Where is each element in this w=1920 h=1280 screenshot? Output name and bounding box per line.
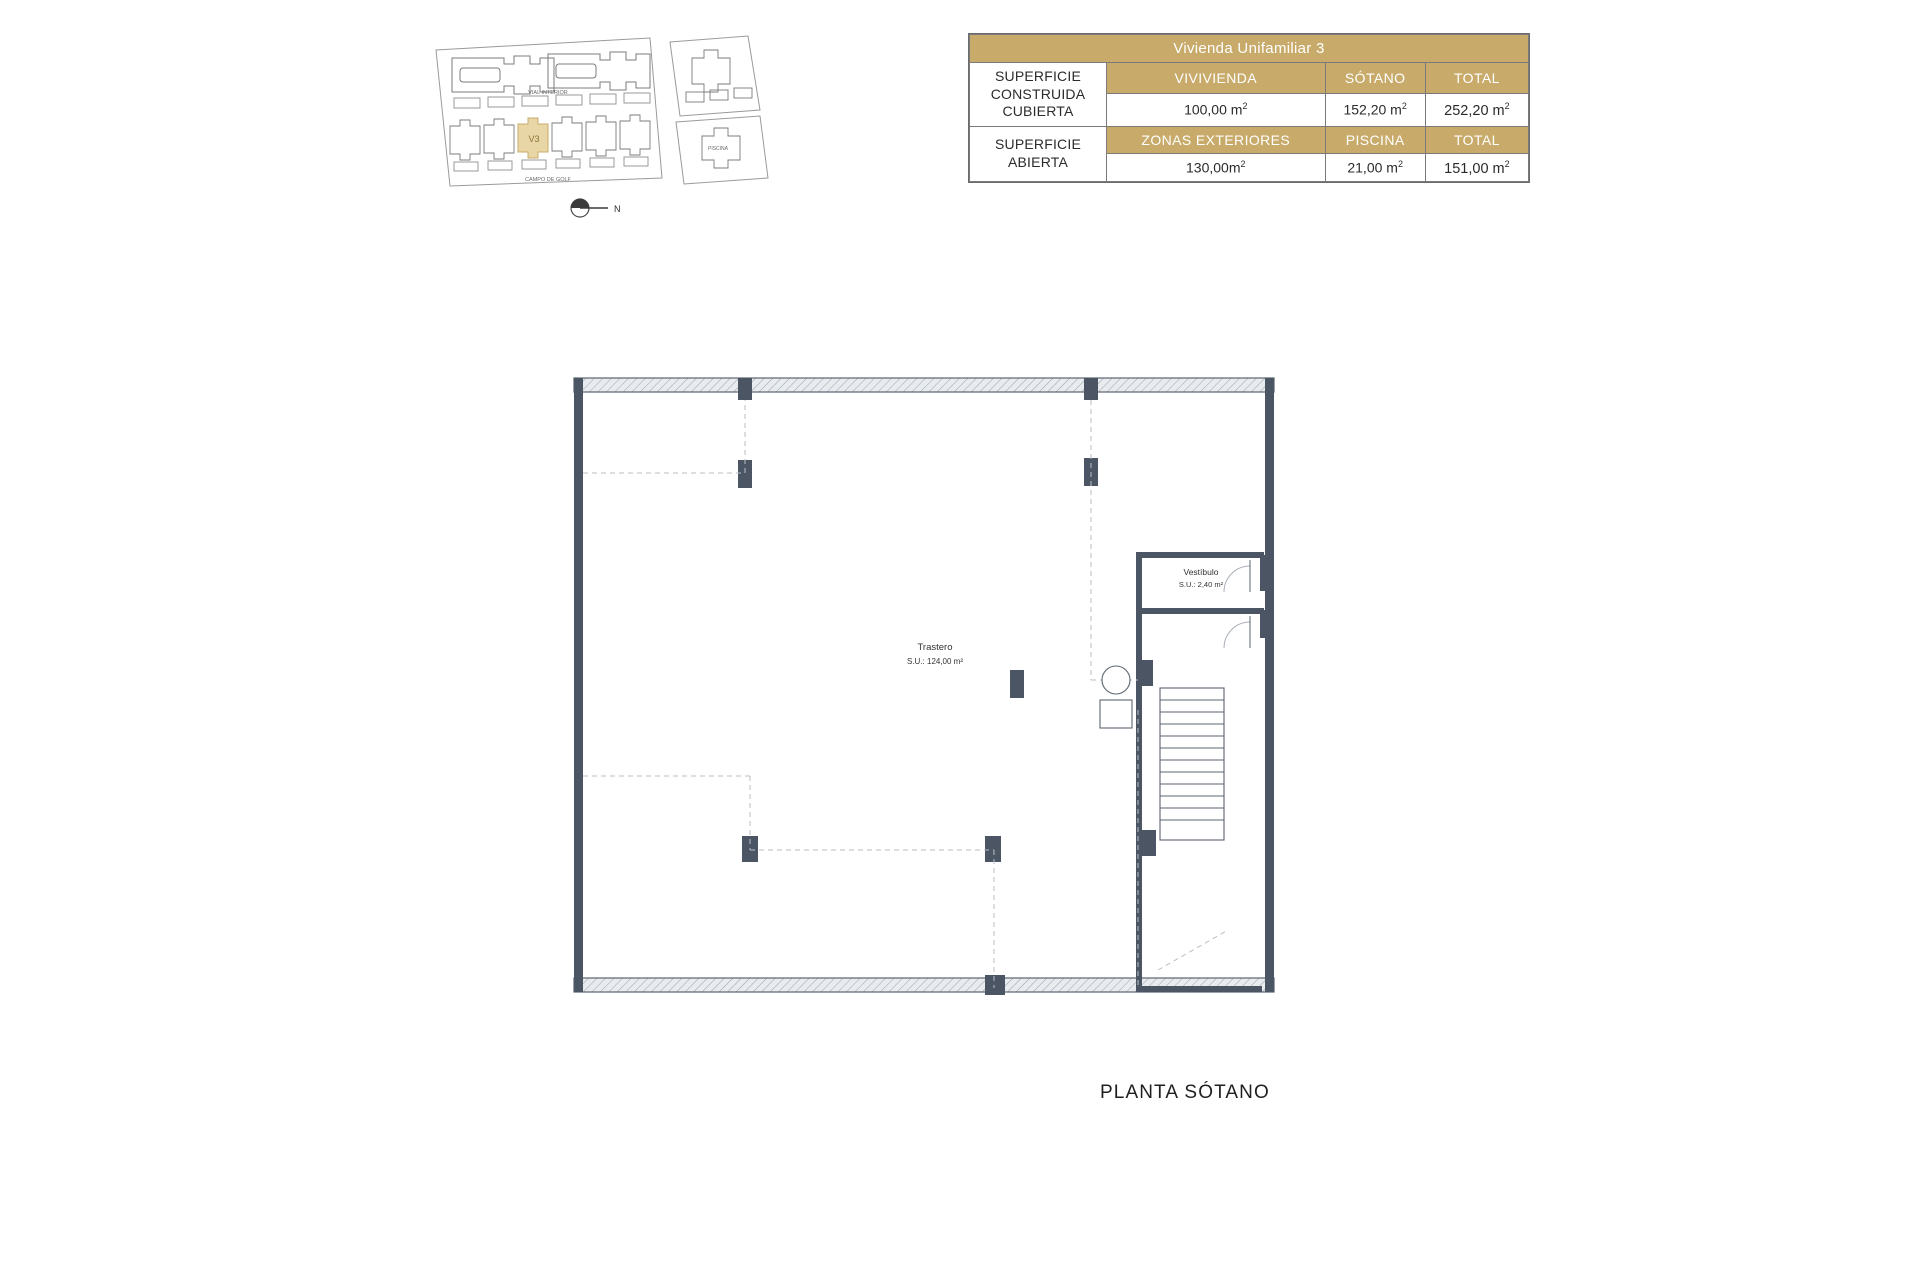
areas-value-total-built: 252,20 $m^2$ [1425,93,1528,126]
site-key-highlight-v3 [518,118,548,158]
room-name-vestibulo: Vestíbulo [1183,567,1219,577]
areas-row-label-open: SUPERFICIE ABIERTA [970,126,1107,182]
areas-value-total-open: 151,00 $m^2$ [1425,153,1528,182]
site-key-map [430,28,890,243]
areas-header-piscina: PISCINA [1325,126,1425,153]
fixtures [1100,666,1132,728]
room-area-vestibulo: S.U.: 2,40 m² [1178,580,1224,589]
floorplan-drawing [560,370,1320,1010]
areas-header-vivienda: VIVIVIENDA [1107,63,1326,94]
wall-top [574,378,1274,392]
site-key-label-vial: VIAL INTERIOR [528,90,568,96]
door-swings [1224,560,1250,648]
svg-text:V3: V3 [528,134,540,144]
site-key-label-pool: PISCINA [707,146,729,152]
staircase [1160,688,1224,840]
areas-value-sotano: 152,20 $m^2$ [1325,93,1425,126]
areas-header-zonas: ZONAS EXTERIORES [1107,126,1326,153]
areas-table-title: Vivienda Unifamiliar 3 [970,35,1529,63]
room-area-trastero: S.U.: 124,00 m² [906,657,964,666]
north-arrow-icon [571,199,621,217]
room-label-vestibulo [1179,567,1224,589]
north-label: N [614,204,621,214]
site-key-label-golf: CAMPO DE GOLF [525,177,571,183]
room-label-trastero [907,642,963,666]
areas-header-total-built: TOTAL [1425,63,1528,94]
areas-value-zonas: $130,00m^2$ [1107,153,1326,182]
areas-header-total-open: TOTAL [1425,126,1528,153]
areas-table [968,33,1530,183]
wall-right [1265,378,1274,992]
areas-header-sotano: SÓTANO [1325,63,1425,94]
columns [574,378,1274,995]
areas-value-vivienda: 100,00 $m^2$ [1107,93,1326,126]
dashed-guides [583,400,1228,988]
room-name-trastero: Trastero [917,642,953,653]
areas-value-piscina: 21,00 $m^2$ [1325,153,1425,182]
areas-row-label-built: SUPERFICIE CONSTRUIDA CUBIERTA [970,63,1107,127]
plan-caption: PLANTA SÓTANO [1100,1082,1270,1103]
